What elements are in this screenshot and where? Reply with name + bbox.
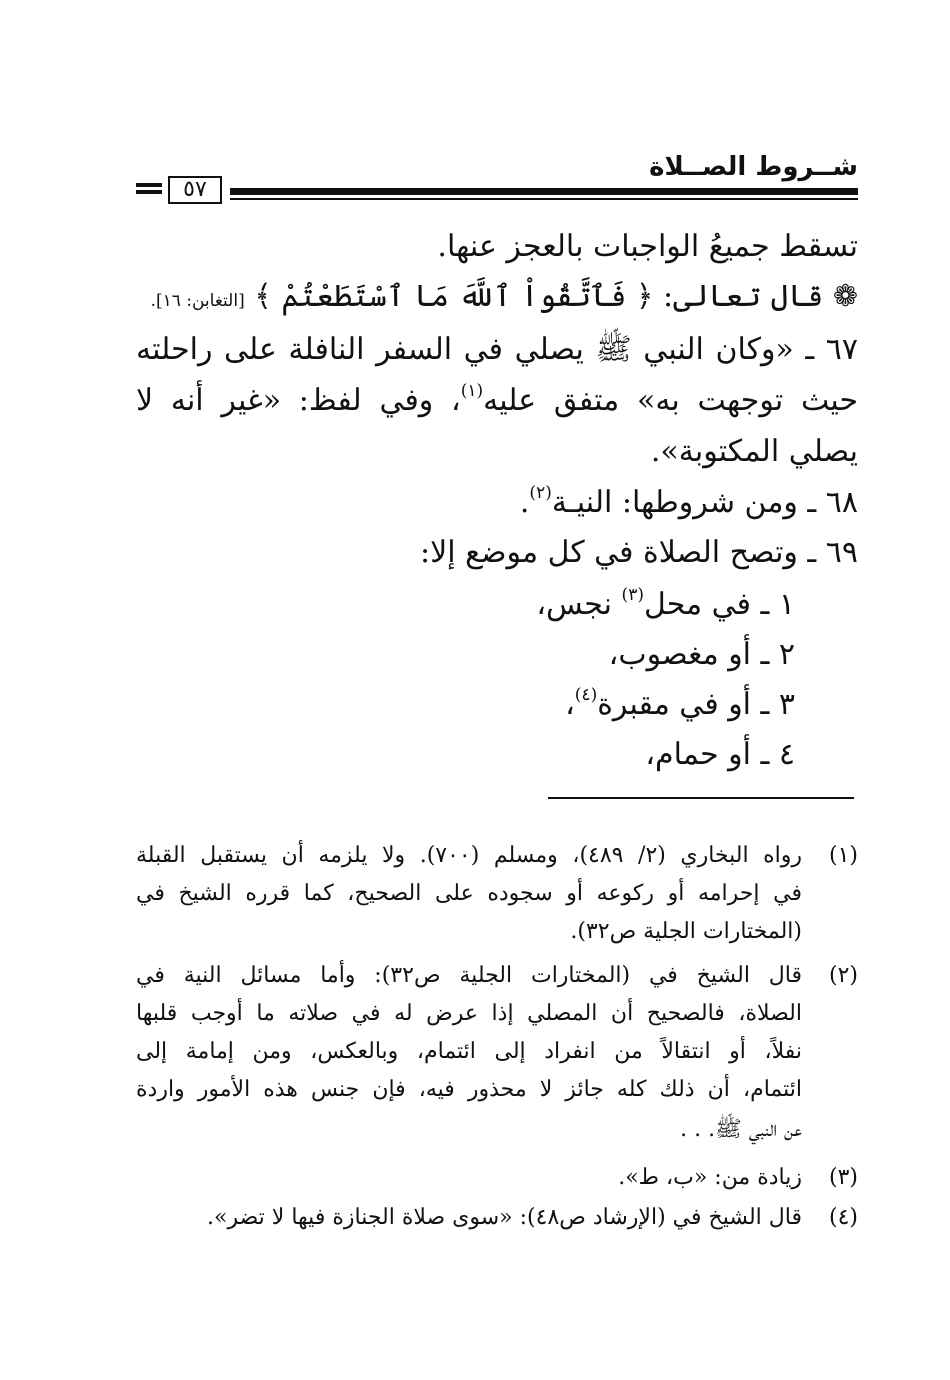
footnote-1-line-3: (المختارات الجلية ص٣٢).: [570, 919, 802, 944]
list-item-1: ١ ـ في محل$^{(٣)}$ نجس،: [536, 585, 795, 622]
footnote-2-line-2: الصلاة، فالصحيح أن المصلي إذا عرض له في صلاته ما أوجب قلبها: [136, 1001, 802, 1026]
header-rule-thick: [230, 188, 858, 195]
body-line-2: [151, 272, 858, 326]
footnote-2-number: (٢): [828, 963, 858, 988]
footnote-2-line-5: عن النبي ﷺ. . .: [680, 1117, 802, 1142]
body-line-68: ٦٨ ـ ومن شروطها: النيـة$^{(٢)}$.: [519, 483, 858, 520]
running-header-title: شــروط الصــلاة: [649, 152, 858, 182]
page-number-ornament: [136, 183, 162, 197]
footnote-1-line-2: في إحرامه أو ركوعه أو سجوده على الصحيح، كما قرره الشيخ في: [136, 881, 802, 906]
body-line-67b: حيث توجهت به» متفق عليه$^{(١)}$، وفي لفظ: «غير أنه لا: [136, 381, 858, 418]
list-item-4: ٤ ـ أو حمام،: [645, 737, 795, 772]
header-rule-thin: [230, 198, 858, 200]
footnote-1-number: (١): [828, 843, 858, 868]
footnote-3-line-1: زيادة من: «ب، ط».: [618, 1165, 802, 1190]
footnote-ref-2: (٢): [529, 483, 552, 503]
footnote-separator: [548, 797, 854, 799]
footnote-4-number: (٤): [828, 1205, 858, 1230]
footnote-ref-1: (١): [460, 381, 484, 401]
body-line-67a: ٦٧ ـ «وكان النبي ﷺ يصلي في السفر النافلة على راحلته: [136, 332, 858, 367]
footnote-ref-4: (٤): [574, 685, 598, 705]
footnote-1-line-1: رواه البخاري (٢/ ٤٨٩)، ومسلم (٧٠٠). ولا يلزمه أن يستقبل القبلة: [136, 843, 802, 868]
footnote-ref-3: (٣): [621, 585, 644, 605]
body-line-67c: يصلي المكتوبة».: [650, 434, 858, 469]
footnote-2-line-3: نفلاً، أو انتقالاً من انفراد إلى ائتمام، وبالعكس، ومن إمامة إلى: [136, 1039, 802, 1064]
body-line-1: تسقط جميعُ الواجبات بالعجز عنها.: [437, 229, 858, 264]
footnote-2-line-4: ائتمام، أن ذلك كله جائز لا محذور فيه، فإن جنس هذه الأمور واردة: [136, 1077, 802, 1102]
footnote-2-line-1: قال الشيخ في (المختارات الجلية ص٣٢): وأما مسائل النية في: [136, 963, 802, 988]
list-item-2: ٢ ـ أو مغصوب،: [608, 637, 795, 672]
page-number: ٥٧: [168, 176, 222, 204]
list-item-3: ٣ ـ أو في مقبرة$^{(٤)}$،: [565, 685, 795, 722]
verse-reference: [التغابن: ١٦].: [150, 291, 245, 311]
quran-verse: ❁ قال تعالى: ﴿ فَٱتَّقُواْ ٱللَّهَ مَا ٱسْتَطَعْتُمْ ﴾: [254, 279, 858, 314]
footnote-4-line-1: قال الشيخ في (الإرشاد ص٤٨): «سوى صلاة الجنازة فيها لا تضر».: [207, 1205, 802, 1230]
body-line-69: ٦٩ ـ وتصح الصلاة في كل موضع إلا:: [419, 535, 858, 570]
footnote-3-number: (٣): [828, 1165, 858, 1190]
